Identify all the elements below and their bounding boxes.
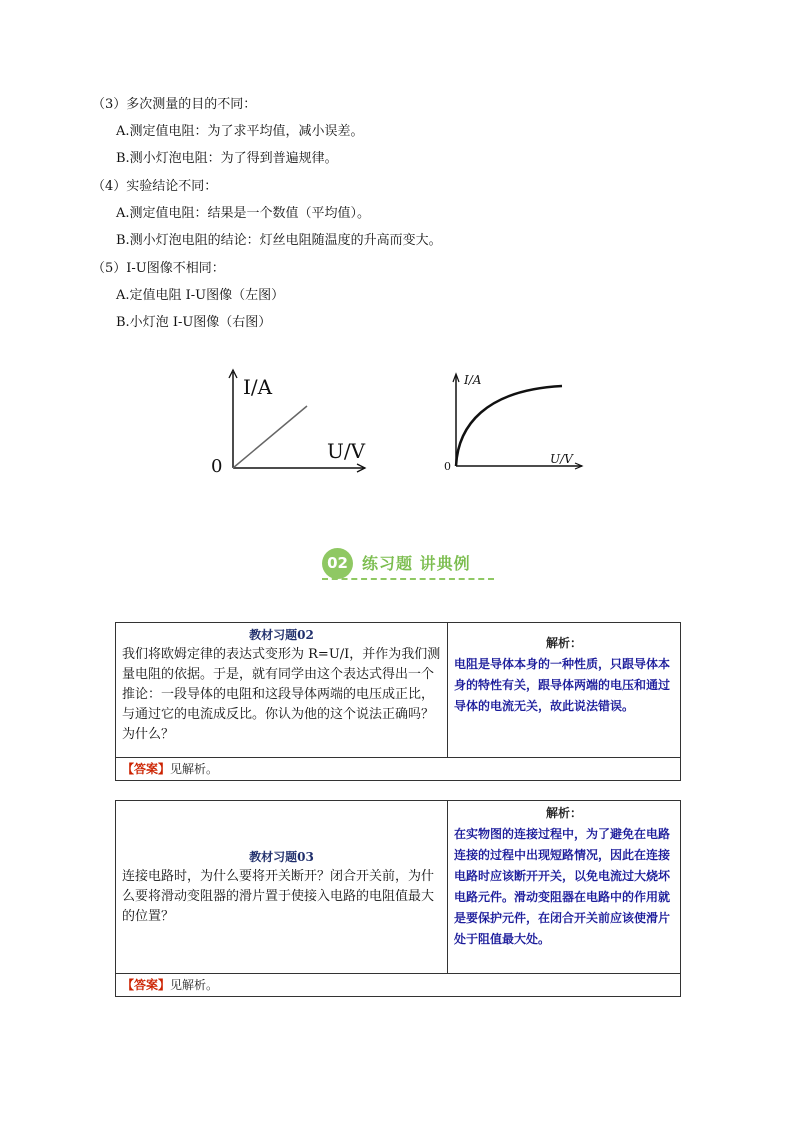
answer-label: 【答案】 <box>122 762 171 776</box>
x-axis-label: U/V <box>327 439 366 463</box>
analysis-title: 解析： <box>545 806 582 820</box>
y-axis-label: I/A <box>243 375 273 399</box>
answer-text: 见解析。 <box>170 762 219 776</box>
bulb-iu-diagram <box>440 364 590 476</box>
text-line: A.测定值电阻：结果是一个数值（平均值）。 <box>116 206 371 221</box>
question-title: 教材习题03 <box>249 850 314 864</box>
text-line: A.定值电阻 I-U图像（左图） <box>116 288 285 303</box>
analysis-cell <box>448 623 681 758</box>
x-axis-label: U/V <box>550 452 573 466</box>
analysis-text: 电阻是导体本身的一种性质，只跟导体本身的特性有关，跟导体两端的电压和通过导体的电流无关，故此说法错误。 <box>454 657 671 713</box>
analysis-title: 解析： <box>545 636 582 650</box>
text-line: （4）实验结论不同： <box>92 179 218 194</box>
text-line: B.测小灯泡电阻的结论：灯丝电阻随温度的升高而变大。 <box>116 233 442 248</box>
analysis-cell <box>448 801 681 974</box>
section-header <box>322 548 502 580</box>
text-line: B.测小灯泡电阻：为了得到普遍规律。 <box>116 151 338 166</box>
question-table <box>115 800 681 997</box>
origin-label: 0 <box>211 456 223 477</box>
text-line: B.小灯泡 I-U图像（右图） <box>116 315 272 330</box>
analysis-text: 在实物图的连接过程中，为了避免在电路连接的过程中出现短路情况，因此在连接电路时应该断开开关，以免电流过大烧坏电路元件。滑动变阻器在电路中的作用就是要保护元件，在闭合开关前应该使滑片处于阻值最大处。 <box>454 827 671 946</box>
question-body: 连接电路时，为什么要将开关断开？闭合开关前，为什么要将滑动变阻器的滑片置于使接入电路的电阻值最大的位置？ <box>122 869 435 924</box>
question-body: 我们将欧姆定律的表达式变形为 R=U/I，并作为我们测量电阻的依据。于是，就有同学由这个表达式得出一个推论：一段导体的电阻和这段导体两端的电压成正比，与通过它的电流成反比。你认为他的这个说法正确吗？为什么？ <box>122 647 441 742</box>
section-underline <box>322 578 494 580</box>
answer-text: 见解析。 <box>170 978 219 992</box>
text-line: A.测定值电阻：为了求平均值，减小误差。 <box>116 124 364 139</box>
section-number-badge: 02 <box>322 548 353 579</box>
question-table <box>115 622 681 781</box>
text-line: （5）I-U图像不相同： <box>92 261 225 276</box>
text-line: （3）多次测量的目的不同： <box>92 97 257 112</box>
question-cell <box>116 623 448 758</box>
answer-cell <box>116 974 681 997</box>
resistor-iu-diagram <box>205 362 375 482</box>
answer-label: 【答案】 <box>122 978 171 992</box>
question-cell <box>116 801 448 974</box>
answer-cell <box>116 758 681 781</box>
linear-curve <box>233 406 307 468</box>
origin-label: 0 <box>444 460 451 473</box>
section-title: 练习题 讲典例 <box>362 554 471 573</box>
y-axis-label: I/A <box>464 373 482 387</box>
bulb-curve <box>456 386 562 466</box>
question-title: 教材习题02 <box>249 628 314 642</box>
